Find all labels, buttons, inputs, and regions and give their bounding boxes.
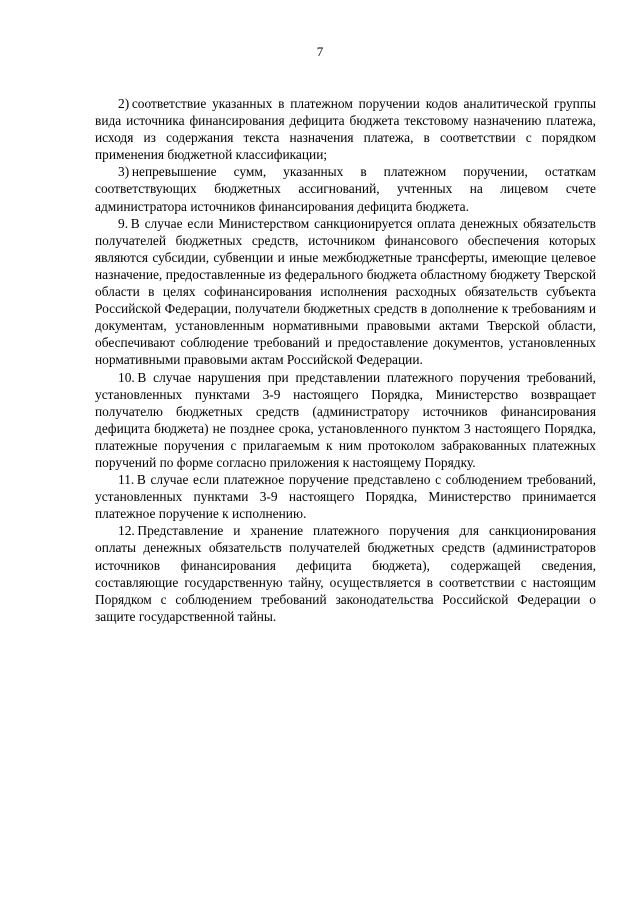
paragraph-clause-9: 9. В случае если Министерством санкционируется оплата денежных обязательств получателей бюджетных средств, источником финансового обеспечения которых являются субсидии, субвенции и иные межбюджетные трансферты, имеющие целевое назначение, предоставленные из федерального бюджета областному бюджету Тверской области в целях софинансирования исполнения расходных обязательств субъекта Российской Федерации, получатели бюджетных средств в дополнение к требованиям и документам, установленным нормативными правовыми актами Тверской области, обеспечивают соблюдение требований и предоставление документов, установленных нормативными правовыми актам Российской Федерации. xyxy=(95,215,596,368)
paragraph-item-3: 3) непревышение сумм, указанных в платежном поручении, остаткам соответствующих бюджетных ассигнований, учтенных на лицевом счете администратора источников финансирования дефицита бюджета. xyxy=(95,164,596,214)
paragraph-clause-10: 10. В случае нарушения при представлении платежного поручения требований, установленных пунктами 3-9 настоящего Порядка, Министерство возвращает получателю бюджетных средств (администратору источников финансирования дефицита бюджета) не позднее срока, установленного пунктом 3 настоящего Порядка, платежные поручения с прилагаемым к ним протоколом забракованных платежных поручений по форме согласно приложения к настоящему Порядку. xyxy=(95,369,596,470)
paragraph-clause-12: 12. Представление и хранение платежного поручения для санкционирования оплаты денежных обязательств получателей бюджетных средств (администраторов источников финансирования дефицита бюджета), содержащей сведения, составляющие государственную тайну, осуществляется в соответствии с настоящим Порядком с соблюдением требований законодательства Российской Федерации о защите государственной тайны. xyxy=(95,523,596,624)
page-number: 7 xyxy=(316,44,324,59)
paragraph-clause-11: 11. В случае если платежное поручение представлено с соблюдением требований, установленных пунктами 3-9 настоящего Порядка, Министерство принимается платежное поручение к исполнению. xyxy=(95,472,596,522)
paragraph-item-2: 2) соответствие указанных в платежном поручении кодов аналитической группы вида источника финансирования дефицита бюджета текстовому назначению платежа, исходя из содержания текста назначения платежа, в соответствии с порядком применения бюджетной классификации; xyxy=(95,96,596,163)
document-body xyxy=(95,95,596,625)
